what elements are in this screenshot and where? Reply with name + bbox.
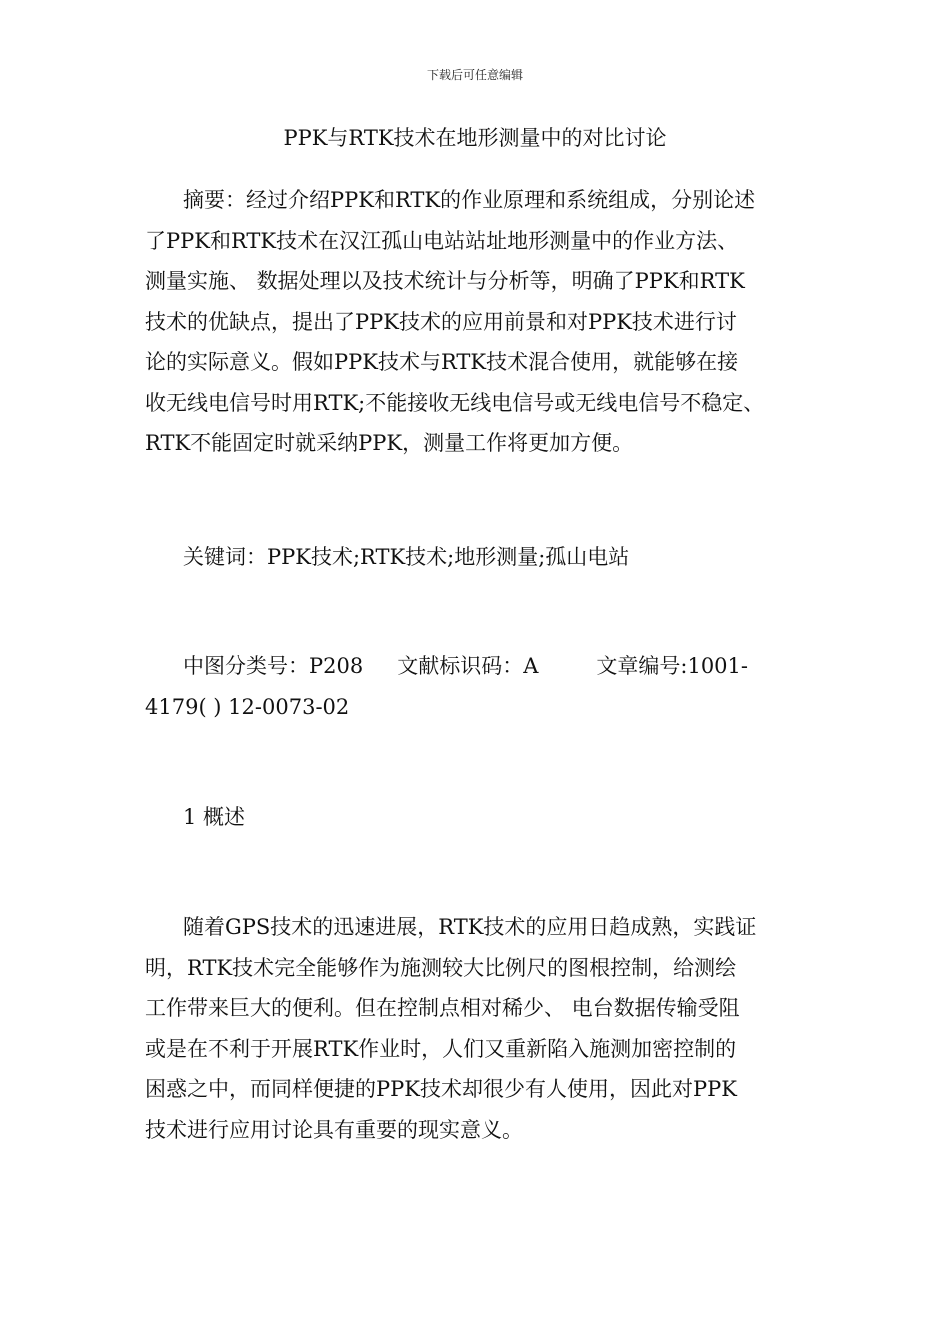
abstract-line: 了PPK和RTK技术在汉江孤山电站站址地形测量中的作业方法、 xyxy=(145,228,739,253)
classification-line xyxy=(145,646,810,687)
document-title: PPK与RTK技术在地形测量中的对比讨论 xyxy=(283,126,667,150)
abstract-line: RTK不能固定时就采纳PPK，测量工作将更加方便。 xyxy=(145,431,634,455)
keywords-text: 关键词：PPK技术;RTK技术;地形测量;孤山电站 xyxy=(183,545,630,569)
abstract-line: 收无线电信号时用RTK;不能接收无线电信号或无线电信号不稳定、 xyxy=(145,390,765,415)
intro-line: 明，RTK技术完全能够作为施测较大比例尺的图根控制，给测绘 xyxy=(145,955,737,980)
abstract-line: 测量实施、 数据处理以及技术统计与分析等，明确了PPK和RTK xyxy=(145,269,745,293)
intro-line: 技术进行应用讨论具有重要的现实意义。 xyxy=(145,1117,523,1142)
page-header: 下载后可任意编辑 xyxy=(426,68,523,82)
clc-number: 中图分类号：P208 xyxy=(183,654,364,678)
section-heading xyxy=(145,797,810,838)
abstract-line: 论的实际意义。假如PPK技术与RTK技术混合使用，就能够在接 xyxy=(145,350,739,374)
intro-line: 工作带来巨大的便利。但在控制点相对稀少、 电台数据传输受阻 xyxy=(145,996,740,1020)
abstract-paragraph xyxy=(145,180,810,464)
intro-line: 随着GPS技术的迅速进展，RTK技术的应用日趋成熟，实践证 xyxy=(183,915,757,939)
intro-line: 困惑之中，而同样便捷的PPK技术却很少有人使用，因此对PPK xyxy=(145,1077,737,1101)
article-number: 文章编号:1001- xyxy=(596,654,749,678)
classification-paragraph xyxy=(145,646,810,727)
intro-paragraph xyxy=(145,907,810,1150)
intro-line: 或是在不利于开展RTK作业时，人们又重新陷入施测加密控制的 xyxy=(145,1036,737,1061)
abstract-line: 技术的优缺点，提出了PPK技术的应用前景和对PPK技术进行讨 xyxy=(145,309,737,334)
keywords-paragraph xyxy=(145,537,810,578)
document-code: 文献标识码：A xyxy=(397,654,539,678)
article-number-continued: 4179( ) 12-0073-02 xyxy=(145,694,350,719)
abstract-line: 摘要：经过介绍PPK和RTK的作业原理和系统组成，分别论述 xyxy=(183,188,756,212)
section-1-heading: 1 概述 xyxy=(183,805,246,829)
